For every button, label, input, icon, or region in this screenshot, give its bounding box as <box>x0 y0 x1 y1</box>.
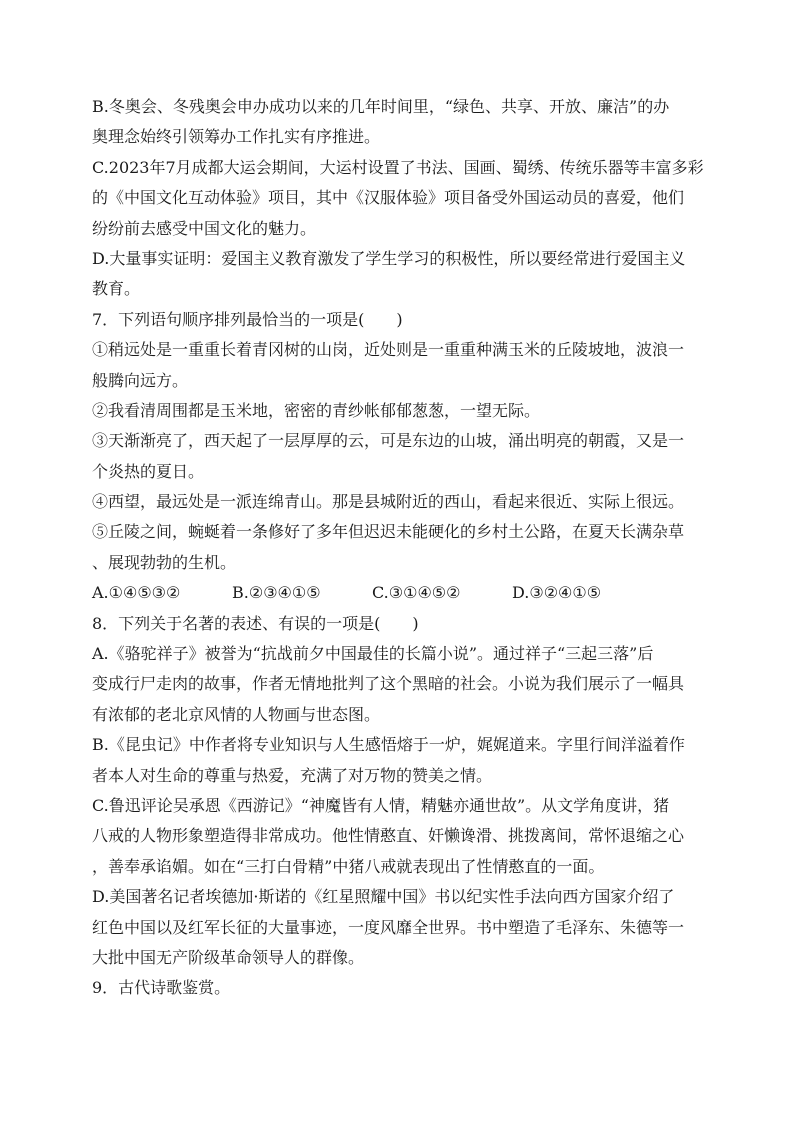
question-text <box>92 92 712 1004</box>
text-line: 红色中国以及红军长征的大量事迹，一度风靡全世界。书中塑造了毛泽东、朱德等一 <box>92 917 685 937</box>
text-line: B.冬奥会、冬残奥会申办成功以来的几年时间里，“绿色、共享、开放、廉洁”的办 <box>92 97 670 116</box>
option-a: A.①④⑤③② <box>92 583 181 603</box>
text-line: D.大量事实证明：爱国主义教育激发了学生学习的积极性，所以要经常进行爱国主义 <box>92 248 686 268</box>
text-line: ⑤丘陵之间，蜿蜒着一条修好了多年但迟迟未能硬化的乡村土公路，在夏天长满杂草 <box>92 522 685 542</box>
question-7-stem: 7．下列语句顺序排列最恰当的一项是( ) <box>92 309 403 329</box>
text-line: ④西望，最远处是一派连绵青山。那是县城附近的西山，看起来很近、实际上很远。 <box>92 492 685 512</box>
text-line: 奥理念始终引领筹办工作扎实有序推进。 <box>92 127 381 147</box>
text-line: 般腾向远方。 <box>92 370 189 390</box>
text-line: D.美国著名记者埃德加·斯诺的《红星照耀中国》书以纪实性手法向西方国家介绍了 <box>92 887 675 907</box>
text-line: 大批中国无产阶级革命领导人的群像。 <box>92 947 365 967</box>
question-8-stem: 8．下列关于名著的表述、有误的一项是( ) <box>92 613 419 633</box>
text-line: C.2023年7月成都大运会期间，大运村设置了书法、国画、蜀绣、传统乐器等丰富多彩 <box>92 157 704 177</box>
text-line: 有浓郁的老北京风情的人物画与世态图。 <box>92 704 381 724</box>
text-line: 者本人对生命的尊重与热爱，充满了对万物的赞美之情。 <box>92 765 493 785</box>
text-line: ③天渐渐亮了，西天起了一层厚厚的云，可是东边的山坡，涌出明亮的朝霞，又是一 <box>92 431 685 451</box>
text-line: B.《昆虫记》中作者将专业知识与人生感悟熔于一炉，娓娓道来。字里行间洋溢着作 <box>92 735 685 755</box>
text-line: ①稍远处是一重重长着青冈树的山岗，近处则是一重重种满玉米的丘陵坡地，波浪一 <box>92 340 685 360</box>
option-d: D.③②④①⑤ <box>512 583 602 603</box>
text-line: 纷纷前去感受中国文化的魅力。 <box>92 218 317 238</box>
option-c: C.③①④⑤② <box>372 583 461 603</box>
option-b: B.②③④①⑤ <box>232 583 321 603</box>
question-9-stem: 9．古代诗歌鉴赏。 <box>92 978 231 998</box>
text-line: ②我看清周围都是玉米地，密密的青纱帐郁郁葱葱，一望无际。 <box>92 400 541 420</box>
text-line: 变成行尸走肉的故事，作者无情地批判了这个黑暗的社会。小说为我们展示了一幅具 <box>92 674 685 694</box>
question-7-options <box>92 578 712 608</box>
text-line: 、展现勃勃的生机。 <box>92 552 237 572</box>
text-line: 的《中国文化互动体验》项目，其中《汉服体验》项目备受外国运动员的喜爱，他们 <box>92 188 685 208</box>
text-line: ，善奉承谄媚。如在“三打白骨精”中猪八戒就表现出了性情憨直的一面。 <box>92 856 605 876</box>
text-line: 个炎热的夏日。 <box>92 461 205 481</box>
text-line: 八戒的人物形象塑造得非常成功。他性情憨直、奸懒谗滑、挑拨离间，常怀退缩之心 <box>92 826 685 846</box>
text-line: C.鲁迅评论吴承恩《西游记》“神魔皆有人情，精魅亦通世故”。从文学角度讲，猪 <box>92 795 670 815</box>
text-line: 教育。 <box>92 279 141 299</box>
text-line: A.《骆驼祥子》被誉为“抗战前夕中国最佳的长篇小说”。通过祥子“三起三落”后 <box>92 644 654 664</box>
